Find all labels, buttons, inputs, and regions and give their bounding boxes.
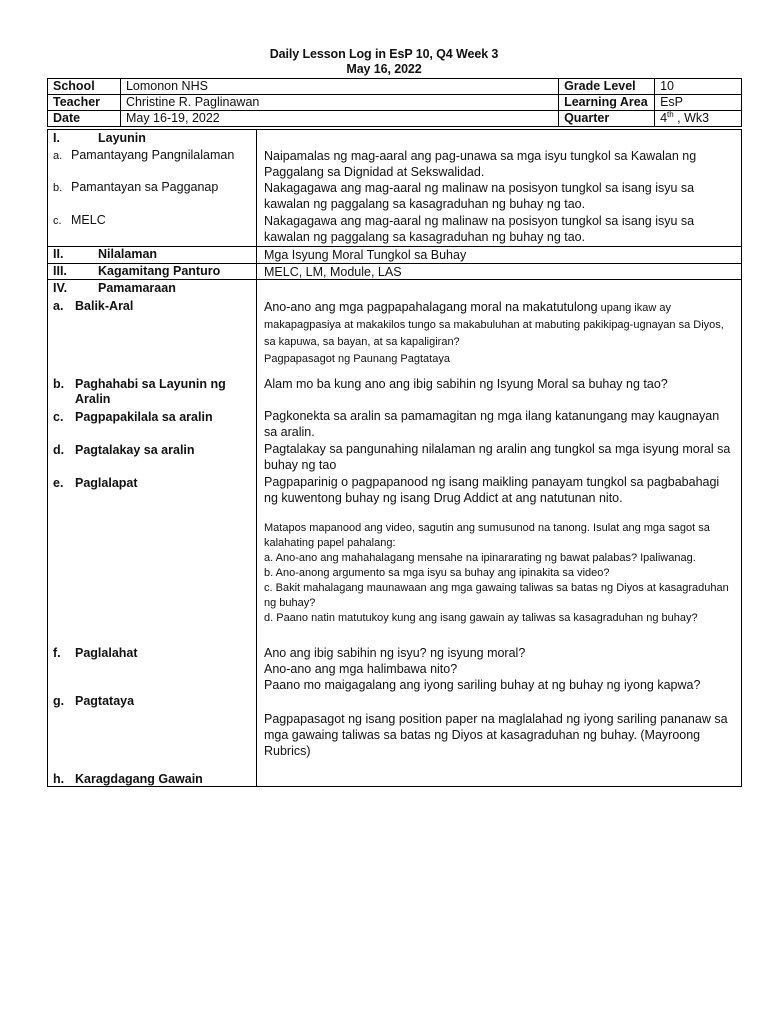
generalization-q2: Ano-ano ang mga halimbawa nito? bbox=[264, 662, 458, 676]
section-iv-g-text: Pagpapasagot ng isang position paper na maglalahad ng iyong sariling pananaw sa mga gawaing taliwas sa batas ng Diyos at kasagraduhan ng buhay. (Mayroong Rubrics) bbox=[264, 712, 728, 758]
section-iv-g-label: g. Pagtataya bbox=[53, 694, 135, 708]
teacher-value: Christine R. Paglinawan bbox=[120, 95, 558, 111]
teacher-label: Teacher bbox=[48, 95, 121, 111]
question-a: a. Ano-ano ang mahahalagang mensahe na ipinararating ng bawat palabas? Ipaliwanag. bbox=[264, 552, 696, 564]
generalization-q3: Paano mo maigagalang ang iyong sariling buhay at ng buhay ng iyong kapwa? bbox=[264, 678, 701, 692]
review-question-part2: upang ikaw ay makapagpasiya at makakilos tungo sa makabuluhan at mabuting pakikipag-ugnayan sa Diyos, sa kapuwa, sa bayan, at sa kapaligiran? bbox=[264, 302, 724, 348]
column-divider bbox=[256, 130, 257, 786]
section-iv-b-text: Alam mo ba kung ano ang ibig sabihin ng Isyung Moral sa buhay ng tao? bbox=[264, 377, 668, 391]
section-iv-c-text: Pagkonekta sa aralin sa pamamagitan ng mga ilang katanungang may kaugnayan sa aralin. bbox=[264, 409, 720, 439]
section-iv-label: IV. Pamamaraan bbox=[53, 281, 176, 295]
section-iv-f-text bbox=[264, 645, 734, 693]
questions-instruction: Matapos mapanood ang video, sagutin ang sumusunod na tanong. Isulat ang mga sagot sa kalahating papel pahalang: bbox=[264, 522, 710, 549]
review-activity: Pagpapasagot ng Paunang Pagtataya bbox=[264, 353, 450, 365]
section-ii-text: Mga Isyung Moral Tungkol sa Buhay bbox=[264, 248, 467, 262]
section-iv-a-text bbox=[264, 299, 734, 367]
section-iv-f-label: f. Paglalahat bbox=[53, 646, 138, 660]
section-i-c-text: Nakagagawa ang mag-aaral ng malinaw na posisyon tungkol sa isang isyu sa kawalan ng paggalang sa kasagraduhan ng buhay ng tao. bbox=[264, 214, 695, 244]
section-iii-text: MELC, LM, Module, LAS bbox=[264, 265, 402, 279]
quarter-suffix: th bbox=[667, 109, 674, 119]
grade-label: Grade Level bbox=[559, 79, 655, 95]
quarter-value bbox=[655, 111, 742, 127]
question-b: b. Ano-anong argumento sa mga isyu sa buhay ang ipinakita sa video? bbox=[264, 567, 610, 579]
section-i-b-label: b. Pamantayan sa Pagganap bbox=[53, 180, 219, 194]
section-ii-label: II. Nilalaman bbox=[53, 247, 158, 261]
section-iv-b-label: b. Paghahabi sa Layunin ng Aralin bbox=[53, 377, 226, 406]
section-i-a-label: a. Pamantayang Pangnilalaman bbox=[53, 148, 235, 162]
date-value: May 16-19, 2022 bbox=[120, 111, 558, 127]
section-iv-h-label: h. Karagdagang Gawain bbox=[53, 772, 203, 786]
section-i-label: I. Layunin bbox=[53, 131, 146, 145]
header-table bbox=[47, 78, 742, 127]
quarter-week: , Wk3 bbox=[673, 111, 710, 125]
section-iv-e-text: Pagpaparinig o pagpapanood ng isang maikling panayam tungkol sa pagbabahagi ng kuwentong buhay ng isang Drug Addict at ang natutunan nito. bbox=[264, 475, 720, 505]
document-date: May 16, 2022 bbox=[346, 62, 422, 76]
header-row-school bbox=[48, 79, 742, 95]
grade-value: 10 bbox=[655, 79, 742, 95]
area-value: EsP bbox=[655, 95, 742, 111]
question-c: c. Bakit mahalagang maunawaan ang mga gawaing taliwas sa batas ng Diyos at kasagraduhan ng buhay? bbox=[264, 582, 729, 609]
section-iv-a-label: a. Balik-Aral bbox=[53, 299, 134, 313]
section-iv-d-text: Pagtalakay sa pangunahing nilalaman ng aralin ang tungkol sa mga isyung moral sa buhay ng tao bbox=[264, 442, 731, 472]
quarter-label: Quarter bbox=[559, 111, 655, 127]
generalization-q1: Ano ang ibig sabihin ng isyu? ng isyung moral? bbox=[264, 646, 526, 660]
area-label: Learning Area bbox=[559, 95, 655, 111]
quarter-number: 4 bbox=[660, 111, 668, 125]
section-iii-label: III. Kagamitang Panturo bbox=[53, 264, 221, 278]
header-row-teacher bbox=[48, 95, 742, 111]
header-row-date bbox=[48, 111, 742, 127]
lesson-body-table bbox=[47, 129, 742, 787]
section-i-a-text: Naipamalas ng mag-aaral ang pag-unawa sa mga isyu tungkol sa Kawalan ng Paggalang sa Dignidad at Sekswalidad. bbox=[264, 149, 697, 179]
section-i-c-label: c. MELC bbox=[53, 213, 106, 227]
section-iv-d-label: d. Pagtalakay sa aralin bbox=[53, 443, 195, 457]
document-title: Daily Lesson Log in EsP 10, Q4 Week 3 bbox=[269, 47, 499, 61]
section-iv-e-questions bbox=[264, 521, 734, 626]
date-label: Date bbox=[48, 111, 121, 127]
section-iv-c-label: c. Pagpapakilala sa aralin bbox=[53, 410, 213, 424]
school-label: School bbox=[48, 79, 121, 95]
school-value: Lomonon NHS bbox=[120, 79, 558, 95]
question-d: d. Paano natin matutukoy kung ang isang gawain ay taliwas sa kasagraduhan ng buhay? bbox=[264, 612, 698, 624]
section-i-b-text: Nakagagawa ang mag-aaral ng malinaw na posisyon tungkol sa isang isyu sa kawalan ng paggalang sa kasagraduhan ng buhay ng tao. bbox=[264, 181, 695, 211]
review-question-part1: Ano-ano ang mga pagpapahalagang moral na makatutulong bbox=[264, 300, 598, 314]
section-iv-e-label: e. Paglalapat bbox=[53, 476, 138, 490]
